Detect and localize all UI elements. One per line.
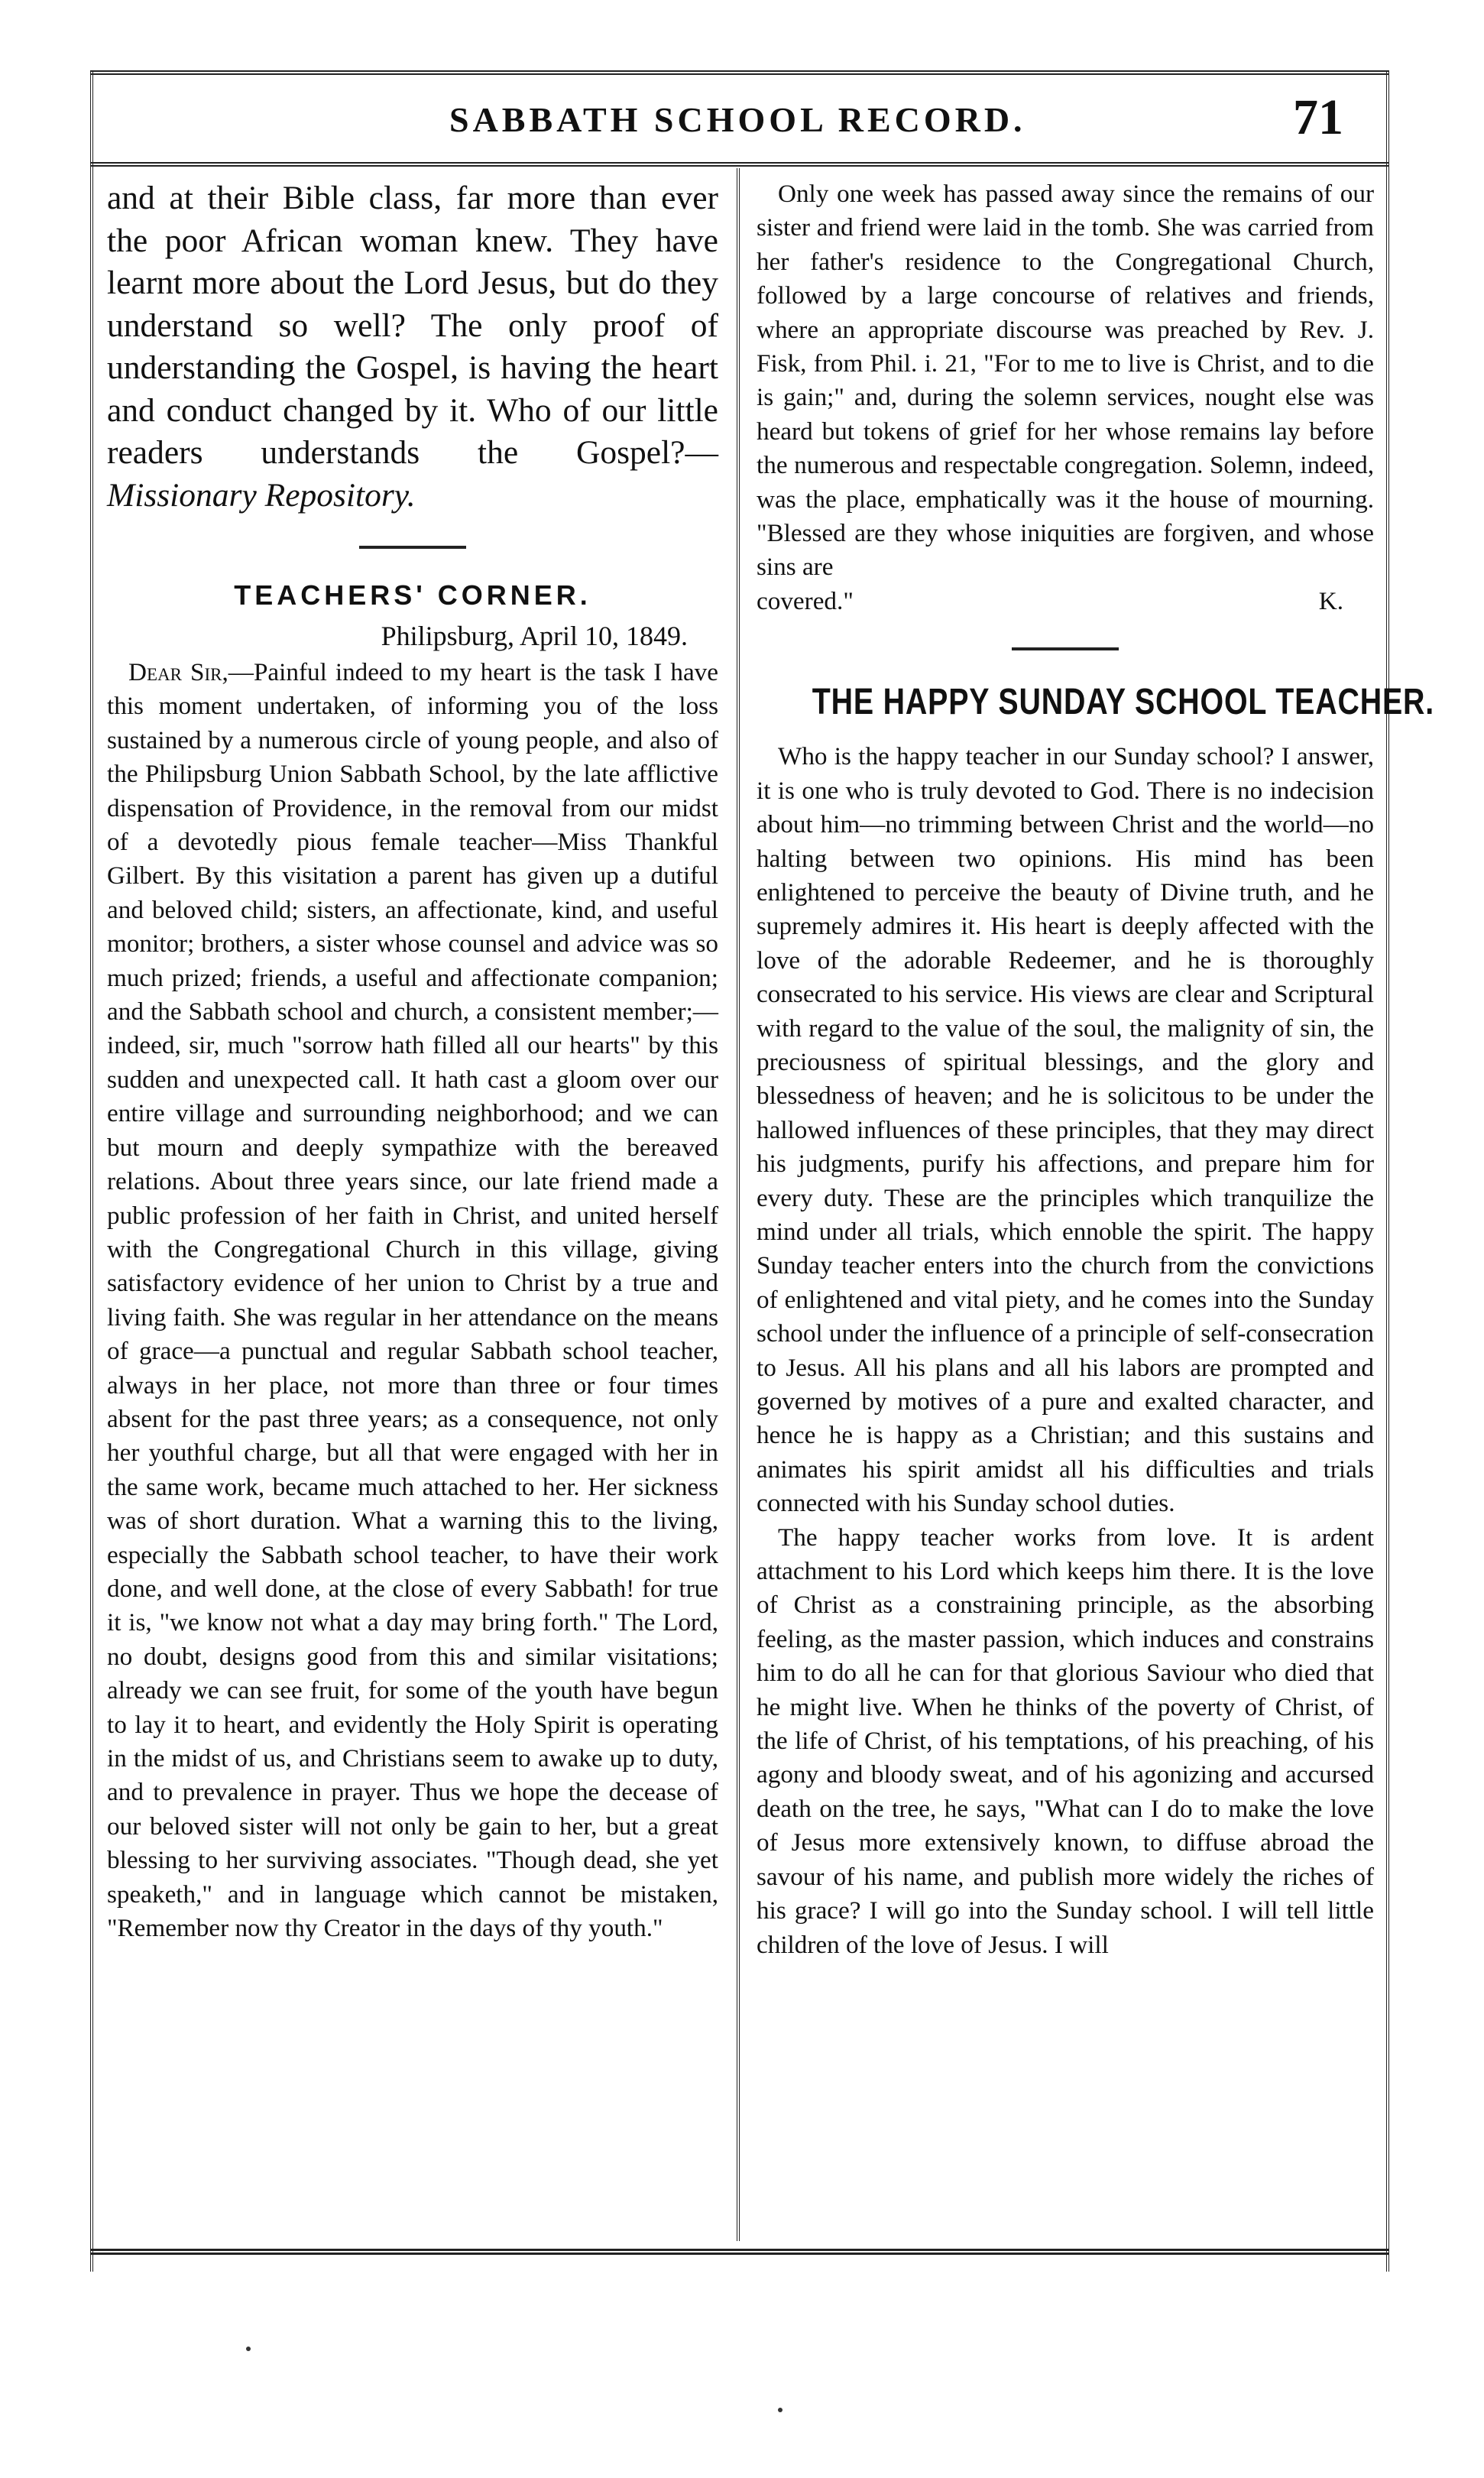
happy-teacher-title: THE HAPPY SUNDAY SCHOOL TEACHER. (812, 682, 1435, 723)
letter-text: —Painful indeed to my heart is the task I have this moment undertaken, of informing you of the loss sustained by a numerous circle of young people, and also of the Philipsburg Union Sabbath School, by the late afflictive dispensation of Providence, in the removal from our midst of a devotedly pious female teacher—Miss Thankful Gilbert. By this visitation a parent has given up a dutiful and beloved child; sisters, an affectionate, kind, and useful monitor; brothers, a sister whose counsel and advice was so much prized; friends, a useful and affectionate companion; and the Sabbath school and church, a consistent member;—indeed, sir, much "sorrow hath filled all our hearts" by this sudden and unexpected call. It hath cast a gloom over our entire village and surrounding neighborhood; and we can but mourn and deeply sympathize with the bereaved relations. About three years since, our late friend made a public profession of her faith in Christ, and united herself with the Congregational Church in this village, giving satisfactory evidence of her union to Christ by a true and living faith. She was regular in her attendance on the means of grace—a punctual and regular Sabbath school teacher, always in her place, not more than three or four times absent for the past three years; as a consequence, not only her youthful charge, but all that were engaged with her in the same work, became much attached to her. Her sickness was of short duration. What a warning this to the living, especially the Sabbath school teacher, to have their work done, and well done, at the close of every Sabbath! for true it is, "we know not what a day may bring forth." The Lord, no doubt, designs good from this and similar visitations; already we can see fruit, for some of the youth have begun to lay it to heart, and evidently the Holy Spirit is operating in the midst of us, and Christians seem to awake up to duty, and to prevalence in prayer. Thus we hope the decease of our beloved sister will not only be gain to her, but a great blessing to her surviving associates. "Though dead, she yet speaketh," and in language which cannot be mistaken, "Remember now thy Creator in the days of thy youth." (107, 658, 718, 1943)
letter-salutation: Dear Sir, (128, 658, 228, 686)
running-title: SABBATH SCHOOL RECORD. (449, 100, 1026, 139)
letter-continuation: Only one week has passed away since the remains of our sister and friend were laid in the tomb. She was carried from her father's residence to the Congregational Church, followed by a large concourse of relatives and friends, where an appropriate discourse was preached by Rev. J. Fisk, from Phil. i. 21, "For to me to live is Christ, and to die is gain;" and, during the solemn services, nought else was heard but tokens of grief for her whose remains lay before the numerous and respectable congregation. Solemn, indeed, was the place, emphatically was it the house of mourning. "Blessed are they whose iniquities are forgiven, and whose sins are (757, 180, 1374, 582)
print-speck (778, 2408, 783, 2412)
bottom-border-rule (90, 2249, 1389, 2255)
page-number: 71 (1293, 89, 1343, 145)
letter-signoff (757, 585, 1374, 618)
teachers-corner-title: TEACHERS' CORNER. (234, 579, 591, 611)
left-column (107, 177, 718, 1945)
section-separator (359, 546, 466, 549)
happy-teacher-paragraph: Who is the happy teacher in our Sunday school? I answer, it is one who is truly devoted to God. There is no indecision about him—no trimming between Christ and the world—no halting between two opinions. His mind has been enlightened to perceive the beauty of Divine truth, and he supremely admires it. His heart is deeply affected with the love of the adorable Redeemer, and he is thoroughly consecrated to his service. His views are clear and Scriptural with regard to the value of the soul, the malignity of sin, the preciousness of spiritual blessings, and the glory and blessedness of heaven; and he is solicitous to be under the hallowed influences of these principles, that they may direct his judgments, purify his affections, and prepare him for every duty. These are the principles which tranquilize the mind under all trials, which ennoble the spirit. The happy Sunday teacher enters into the church from the convictions of enlightened and vital piety, and he comes into the Sunday school under the influence of a principle of self-consecration to Jesus. All his plans and all his labors are prompted and governed by motives of a pure and exalted character, and hence he is happy as a Christian; and this sustains and animates his spirit amidst all his difficulties and trials connected with his Sunday school duties. (757, 742, 1374, 1518)
column-divider (737, 168, 740, 2241)
print-speck (246, 2347, 251, 2351)
happy-teacher-paragraph: The happy teacher works from love. It is ardent attachment to his Lord which keeps him there. It is the love of Christ as a constraining principle, as the absorbing feeling, as the master passion, which induces and constrains him to do all he can for that glorious Saviour who died that he might live. When he thinks of the poverty of Christ, of the life of Christ, of his temptations, of his preaching, of his agony and bloody sweat, and of his agonizing and accursed death on the tree, he says, "What can I do to make the love of Jesus more extensively known, to diffuse abroad the savour of his name, and publish more widely the riches of his grace? I will go into the Sunday school. I will tell little children of the love of Jesus. I will (757, 1523, 1374, 1959)
right-column (757, 177, 1435, 1962)
letter-body (107, 656, 718, 1945)
running-head (90, 90, 1389, 151)
letter-dateline: Philipsburg, April 10, 1849. (381, 621, 688, 651)
lead-paragraph (107, 177, 718, 517)
lead-text: and at their Bible class, far more than ever the poor African woman knew. They have learnt more about the Lord Jesus, but do they understand so well? The only proof of understanding the Gospel, is having the heart and conduct changed by it. Who of our little readers understands the Gospel?— (107, 180, 718, 471)
header-rule (90, 162, 1389, 167)
letter-signature: K. (1318, 586, 1343, 615)
lead-attribution: Missionary Repository. (107, 476, 416, 514)
section-separator (1012, 647, 1119, 650)
continuation-end: covered." (757, 586, 854, 615)
